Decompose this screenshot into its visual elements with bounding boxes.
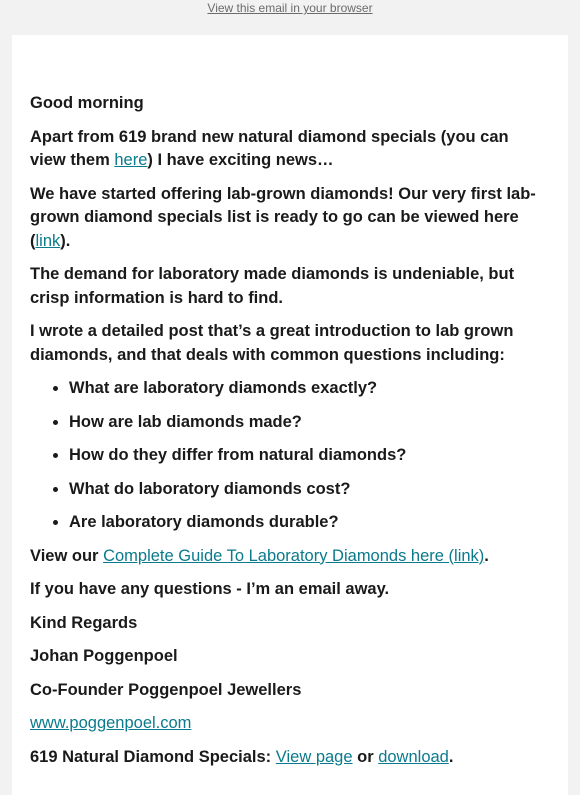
lab-grown-specials-link[interactable]: link	[35, 231, 61, 250]
specials-line	[30, 746, 542, 770]
lab-grown-text-start: We have started offering lab-grown diamonds! Our very first lab-grown diamond specials list is ready to go can be viewed here (	[30, 184, 536, 250]
natural-specials-link[interactable]: here	[114, 151, 148, 169]
specials-end: .	[448, 747, 454, 766]
list-item: • How do they differ from natural diamonds?	[69, 444, 542, 468]
intro-paragraph	[30, 126, 542, 173]
lab-diamonds-guide-link[interactable]: Complete Guide To Laboratory Diamonds here (link)	[103, 546, 485, 565]
view-in-browser-link[interactable]: View this email in your browser	[207, 1, 373, 15]
list-item: • What do laboratory diamonds cost?	[69, 478, 542, 502]
preheader	[0, 0, 580, 18]
list-item: • How are lab diamonds made?	[69, 411, 542, 435]
list-item: • Are laboratory diamonds durable?	[69, 511, 542, 535]
view-page-link[interactable]: View page	[275, 747, 353, 766]
greeting: Good morning	[30, 94, 144, 112]
intro-text-end: ) I have exciting news…	[147, 151, 334, 169]
website-link[interactable]: www.poggenpoel.com	[30, 714, 192, 732]
questions-list	[30, 377, 542, 535]
website-line	[30, 712, 542, 736]
sender-name: Johan Poggenpoel	[30, 647, 178, 665]
guide-paragraph	[30, 545, 542, 569]
sender-role: Co-Founder Poggenpoel Jewellers	[30, 680, 302, 699]
list-item: • What are laboratory diamonds exactly?	[69, 377, 542, 401]
specials-or: or	[352, 747, 379, 766]
signoff: Kind Regards	[30, 613, 138, 632]
email-card	[12, 35, 568, 795]
guide-text-start: View our	[30, 546, 104, 565]
demand-paragraph: The demand for laboratory made diamonds is undeniable, but crisp information is hard to find.	[30, 265, 515, 307]
lab-grown-paragraph	[30, 183, 542, 254]
email-body	[30, 92, 542, 779]
specials-label: 619 Natural Diamond Specials:	[30, 747, 276, 766]
post-intro-paragraph: I wrote a detailed post that’s a great introduction to lab grown diamonds, and that deals with common questions including:	[30, 322, 514, 364]
intro-text-start: Apart from 619 brand new natural diamond specials (you can view them	[30, 127, 509, 169]
guide-text-end: .	[484, 546, 489, 565]
download-link[interactable]: download	[378, 747, 449, 766]
questions-note: If you have any questions - I’m an email away.	[30, 580, 390, 598]
lab-grown-text-end: ).	[60, 231, 71, 250]
